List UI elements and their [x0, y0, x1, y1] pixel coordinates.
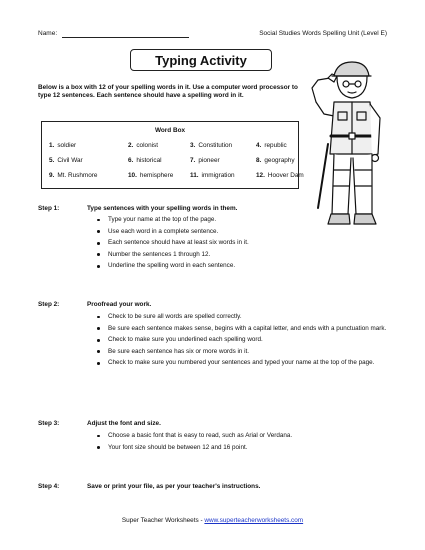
soldier-illustration — [304, 58, 396, 236]
bullet-item: Check to make sure you numbered your sentences and typed your name at the top of the page. — [96, 359, 396, 367]
word-item — [49, 172, 97, 179]
word-item — [256, 172, 304, 179]
step-2-bullets — [96, 313, 396, 371]
word-text: Mt. Rushmore — [57, 172, 98, 179]
word-text: historical — [136, 157, 162, 164]
bullet-item: Check to be sure all words are spelled correctly. — [96, 313, 396, 321]
unit-title: Social Studies Words Spelling Unit (Level E) — [259, 30, 387, 37]
word-text: Civil War — [57, 157, 83, 164]
word-text: immigration — [201, 172, 235, 179]
word-number: 9. — [49, 172, 55, 179]
bullet-item: Each sentence should have at least six words in it. — [96, 239, 396, 247]
bullet-item: Your font size should be between 12 and 16 point. — [96, 444, 396, 452]
step-3-bullets — [96, 432, 396, 455]
word-text: colonist — [136, 142, 159, 149]
bullet-item: Type your name at the top of the page. — [96, 216, 396, 224]
word-item — [190, 172, 235, 179]
word-number: 11. — [190, 172, 199, 179]
word-number: 2. — [128, 142, 134, 149]
word-number: 12. — [256, 172, 265, 179]
footer-link[interactable]: www.superteacherworksheets.com — [204, 517, 304, 524]
word-number: 1. — [49, 142, 55, 149]
page-title-text: Typing Activity — [155, 52, 247, 68]
step-4-label: Step 4: — [38, 483, 60, 490]
word-number: 4. — [256, 142, 262, 149]
word-item — [49, 157, 83, 164]
name-label: Name: — [38, 30, 58, 37]
bullet-item: Check to make sure you underlined each spelling word. — [96, 336, 396, 344]
footer-prefix: Super Teacher Worksheets - — [121, 517, 205, 524]
word-item — [128, 142, 158, 149]
word-number: 5. — [49, 157, 55, 164]
step-1-bullets — [96, 216, 396, 274]
name-line — [62, 37, 189, 38]
step-1-title: Type sentences with your spelling words in them. — [87, 205, 238, 212]
word-text: soldier — [57, 142, 77, 149]
word-text: pioneer — [198, 157, 220, 164]
footer — [0, 517, 425, 524]
bullet-item: Choose a basic font that is easy to read, such as Arial or Verdana. — [96, 432, 396, 440]
word-number: 7. — [190, 157, 196, 164]
word-item — [128, 172, 173, 179]
step-4-title: Save or print your file, as per your teacher's instructions. — [87, 483, 261, 490]
step-3-title: Adjust the font and size. — [87, 420, 161, 427]
intro-text: Below is a box with 12 of your spelling words in it. Use a computer word processor to type 12 sentences. Each sentence should have a spelling word in it. — [38, 84, 298, 99]
word-item — [256, 142, 287, 149]
word-text: republic — [264, 142, 287, 149]
word-item — [128, 157, 162, 164]
word-number: 3. — [190, 142, 196, 149]
word-item — [190, 157, 220, 164]
word-box — [41, 121, 304, 189]
word-box-title: Word Box — [154, 127, 186, 134]
bullet-item: Be sure each sentence makes sense, begins with a capital letter, and ends with a punctuation mark. — [96, 325, 396, 333]
bullet-item: Be sure each sentence has six or more words in it. — [96, 348, 396, 356]
bullet-item: Number the sentences 1 through 12. — [96, 251, 396, 259]
word-item — [49, 142, 76, 149]
step-3-label: Step 3: — [38, 420, 60, 427]
word-number: 10. — [128, 172, 137, 179]
word-text: geography — [264, 157, 295, 164]
word-item — [190, 142, 232, 149]
word-text: Constitution — [198, 142, 233, 149]
word-item — [256, 157, 295, 164]
step-2-title: Proofread your work. — [87, 301, 152, 308]
page-title — [130, 49, 272, 71]
bullet-item: Underline the spelling word in each sentence. — [96, 262, 396, 270]
word-number: 6. — [128, 157, 134, 164]
word-text: Hoover Dam — [267, 172, 304, 179]
step-2-label: Step 2: — [38, 301, 60, 308]
bullet-item: Use each word in a complete sentence. — [96, 228, 396, 236]
word-text: hemisphere — [139, 172, 174, 179]
step-1-label: Step 1: — [38, 205, 60, 212]
word-number: 8. — [256, 157, 262, 164]
